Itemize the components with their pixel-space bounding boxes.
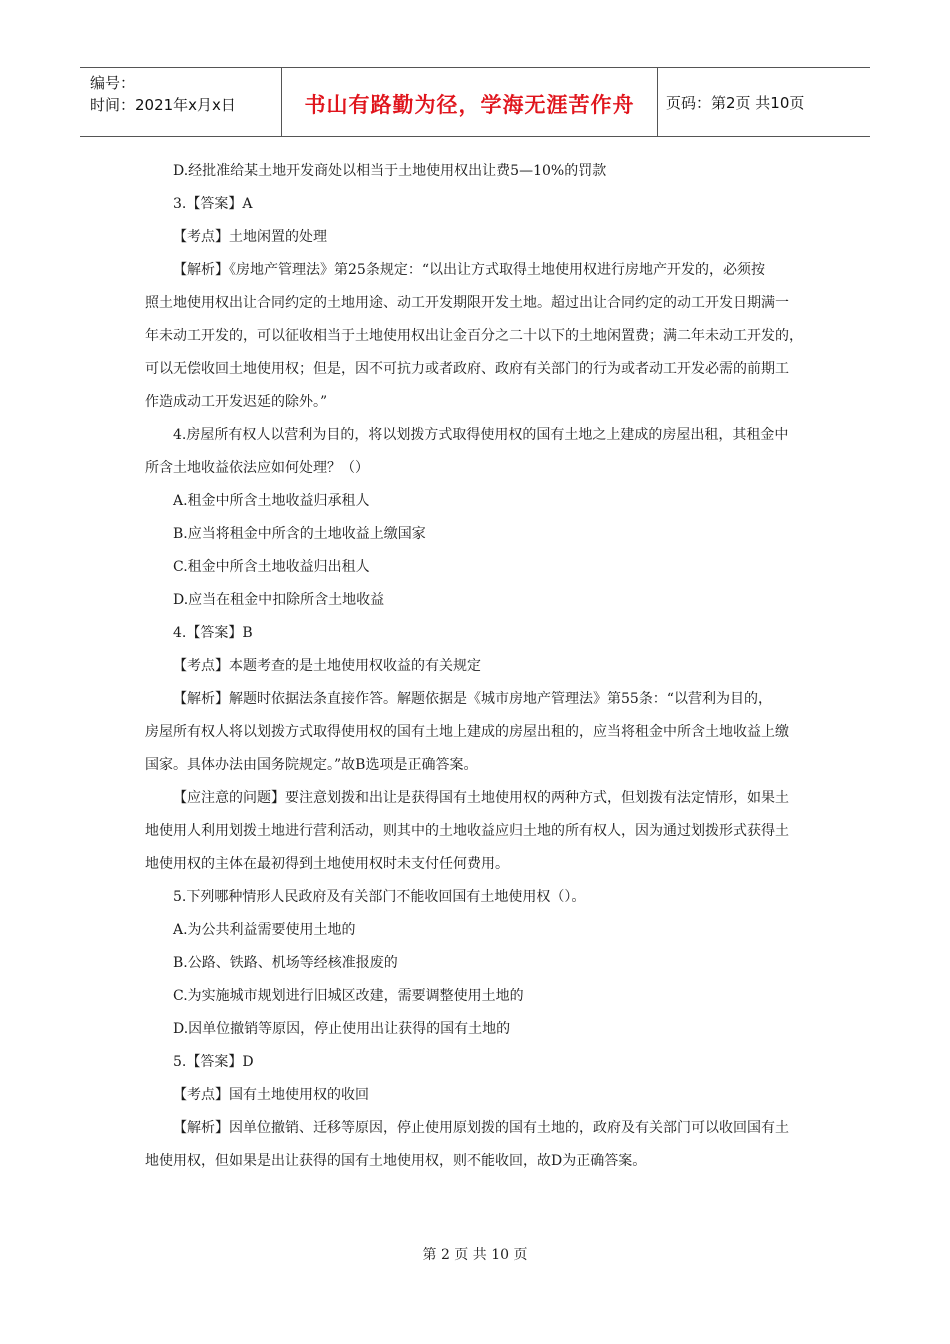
document-time-label: 时间：2021年x月x日 xyxy=(90,96,236,114)
body-line: 【解析】《房地产管理法》第25条规定：“以出让方式取得土地使用权进行房地产开发的，必须按 xyxy=(173,262,765,278)
body-line: 地使用权的主体在最初得到土地使用权时未支付任何费用。 xyxy=(145,856,509,872)
body-line: D.因单位撤销等原因，停止使用出让获得的国有土地的 xyxy=(173,1021,511,1037)
document-number-label: 编号： xyxy=(90,74,136,92)
body-line: D.应当在租金中扣除所含土地收益 xyxy=(173,592,385,608)
body-line: A.为公共利益需要使用土地的 xyxy=(173,922,356,938)
body-line: 年未动工开发的，可以征收相当于土地使用权出让金百分之二十以下的土地闲置费；满二年未动工开发的， xyxy=(145,328,803,344)
body-line: 【解析】解题时依据法条直接作答。解题依据是《城市房地产管理法》第55条：“以营利为目的， xyxy=(173,691,772,707)
body-line: 作造成动工开发迟延的除外。” xyxy=(145,394,328,410)
header-page-cell xyxy=(658,68,870,136)
header-page-label: 页码：第2页 共10页 xyxy=(666,93,805,112)
body-line: 【考点】国有土地使用权的收回 xyxy=(173,1087,369,1103)
body-line: A.租金中所含土地收益归承租人 xyxy=(173,493,370,509)
body-line: C.租金中所含土地收益归出租人 xyxy=(173,559,370,575)
body-line: 4.房屋所有权人以营利为目的，将以划拨方式取得使用权的国有土地之上建成的房屋出租，其租金中 xyxy=(173,427,789,443)
body-line: 【解析】因单位撤销、迁移等原因，停止使用原划拨的国有土地的，政府及有关部门可以收回国有土 xyxy=(173,1120,789,1136)
body-line: 地使用人利用划拨土地进行营利活动，则其中的土地收益应归土地的所有权人，因为通过划拨形式获得土 xyxy=(145,823,789,839)
page-footer xyxy=(0,1244,950,1264)
header-motto: 书山有路勤为径，学海无涯苦作舟 xyxy=(304,93,635,117)
header-meta-cell xyxy=(80,68,282,136)
body-line: B.应当将租金中所含的土地收益上缴国家 xyxy=(173,526,426,542)
body-line: 所含土地收益依法应如何处理？（） xyxy=(145,460,369,476)
body-line: D.经批准给某土地开发商处以相当于土地使用权出让费5—10%的罚款 xyxy=(173,163,607,179)
body-line: 4.【答案】B xyxy=(173,625,253,641)
document-body xyxy=(145,155,815,1178)
body-line: 【应注意的问题】要注意划拨和出让是获得国有土地使用权的两种方式，但划拨有法定情形，如果土 xyxy=(173,790,789,806)
body-line: 地使用权，但如果是出让获得的国有土地使用权，则不能收回，故D为正确答案。 xyxy=(145,1153,647,1169)
body-line: 3.【答案】A xyxy=(173,196,253,212)
body-line: 房屋所有权人将以划拨方式取得使用权的国有土地上建成的房屋出租的，应当将租金中所含土地收益上缴 xyxy=(145,724,789,740)
body-line: C.为实施城市规划进行旧城区改建，需要调整使用土地的 xyxy=(173,988,524,1004)
header-motto-cell xyxy=(282,68,658,136)
body-line: 5.下列哪种情形人民政府及有关部门不能收回国有土地使用权（）。 xyxy=(173,889,586,905)
body-line: B.公路、铁路、机场等经核准报废的 xyxy=(173,955,398,971)
body-line: 国家。具体办法由国务院规定。”故B选项是正确答案。 xyxy=(145,757,478,773)
body-line: 照土地使用权出让合同约定的土地用途、动工开发期限开发土地。超过出让合同约定的动工开发日期满一 xyxy=(145,295,789,311)
body-line: 可以无偿收回土地使用权；但是，因不可抗力或者政府、政府有关部门的行为或者动工开发必需的前期工 xyxy=(145,361,789,377)
body-line: 【考点】土地闲置的处理 xyxy=(173,229,327,245)
body-line: 【考点】本题考查的是土地使用权收益的有关规定 xyxy=(173,658,481,674)
page-header xyxy=(80,67,870,137)
body-line: 5.【答案】D xyxy=(173,1054,254,1070)
footer-page-number: 第 2 页 共 10 页 xyxy=(422,1247,528,1263)
